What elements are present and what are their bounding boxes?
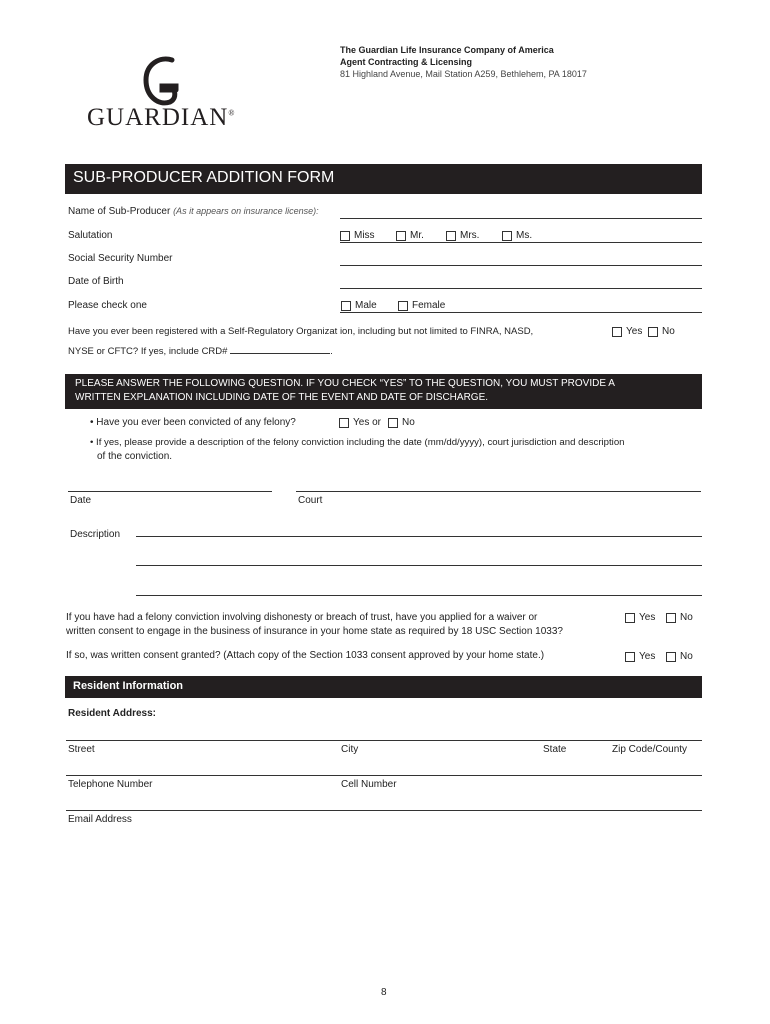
court-label: Court [298, 495, 323, 506]
salutation-mr[interactable]: Mr. [396, 230, 424, 241]
crd-field[interactable] [230, 344, 330, 354]
checkbox-icon [446, 231, 456, 241]
phone-field[interactable] [66, 775, 702, 776]
guardian-logo-icon [138, 54, 182, 110]
consent-yes[interactable]: Yes [625, 651, 655, 662]
sro-yes[interactable]: Yes [612, 326, 642, 337]
checkbox-icon [625, 613, 635, 623]
court-field[interactable] [296, 491, 701, 492]
checkbox-icon [388, 418, 398, 428]
ssn-label: Social Security Number [68, 253, 173, 264]
sro-question-line2: NYSE or CFTC? If yes, include CRD# . [68, 346, 333, 357]
consent-no[interactable]: No [666, 651, 693, 662]
ssn-field[interactable] [340, 265, 702, 266]
salutation-underline [340, 242, 702, 243]
company-name: The Guardian Life Insurance Company of America [340, 45, 554, 55]
description-label: Description [70, 529, 121, 540]
waiver-question-line2: written consent to engage in the business of insurance in your home state as required by 18 USC Section 1033? [66, 626, 563, 637]
logo-text: GUARDIAN [87, 104, 229, 131]
resident-banner-title: Resident Information [73, 680, 184, 692]
checkbox-icon [625, 652, 635, 662]
gender-male[interactable]: Male [341, 300, 377, 311]
telephone-label: Telephone Number [68, 779, 153, 790]
logo-registered: ® [228, 108, 236, 118]
checkbox-icon [340, 231, 350, 241]
date-field[interactable] [68, 491, 272, 492]
felony-banner [65, 374, 702, 409]
department-name: Agent Contracting & Licensing [340, 57, 473, 67]
name-hint: (As it appears on insurance license): [173, 206, 319, 216]
form-title: SUB-PRODUCER ADDITION FORM [73, 169, 335, 186]
resident-banner [65, 676, 702, 698]
gender-female[interactable]: Female [398, 300, 445, 311]
checkbox-icon [341, 301, 351, 311]
checkbox-icon [666, 652, 676, 662]
checkbox-icon [612, 327, 622, 337]
checkbox-icon [398, 301, 408, 311]
description-line-3[interactable] [136, 595, 702, 596]
waiver-question-line1: If you have had a felony conviction involving dishonesty or breach of trust, have you applied for a waiver or [66, 612, 538, 623]
felony-no[interactable]: No [388, 417, 415, 428]
felony-banner-line2: WRITTEN EXPLANATION INCLUDING DATE OF THE EVENT AND DATE OF DISCHARGE. [75, 392, 489, 403]
felony-question: • Have you ever been convicted of any felony? [90, 417, 296, 428]
sro-question-line1: Have you ever been registered with a Self-Regulatory Organizat ion, including but not limited to FINRA, NASD, [68, 326, 534, 337]
waiver-no[interactable]: No [666, 612, 693, 623]
salutation-label: Salutation [68, 230, 113, 241]
waiver-yes[interactable]: Yes [625, 612, 655, 623]
state-label: State [543, 744, 567, 755]
felony-yes[interactable]: Yes or [339, 417, 381, 428]
company-address: 81 Highland Avenue, Mail Station A259, Bethlehem, PA 18017 [340, 69, 587, 79]
dob-field[interactable] [340, 288, 702, 289]
address-field[interactable] [66, 740, 702, 741]
email-label: Email Address [68, 814, 132, 825]
gender-label: Please check one [68, 300, 147, 311]
salutation-mrs[interactable]: Mrs. [446, 230, 479, 241]
felony-banner-line1: PLEASE ANSWER THE FOLLOWING QUESTION. IF YOU CHECK “YES” TO THE QUESTION, YOU MUST PROVIDE A [75, 378, 615, 389]
city-label: City [341, 744, 359, 755]
dob-label: Date of Birth [68, 276, 124, 287]
zip-label: Zip Code/County [612, 744, 688, 755]
consent-question: If so, was written consent granted? (Attach copy of the Section 1033 consent approved by your home state.) [66, 650, 545, 661]
guardian-wordmark [87, 104, 235, 132]
felony-details-line1: • If yes, please provide a description of the felony conviction including the date (mm/dd/yyyy), court jurisdiction and description [90, 437, 625, 448]
checkbox-icon [339, 418, 349, 428]
street-label: Street [68, 744, 95, 755]
date-label: Date [70, 495, 92, 506]
checkbox-icon [502, 231, 512, 241]
name-label: Name of Sub-Producer (As it appears on insurance license): [68, 206, 319, 217]
page-number: 8 [381, 987, 387, 998]
description-line-1[interactable] [136, 536, 702, 537]
resident-address-label: Resident Address: [68, 708, 156, 719]
form-title-bar [65, 164, 702, 194]
checkbox-icon [666, 613, 676, 623]
gender-underline [340, 312, 702, 313]
cell-label: Cell Number [341, 779, 397, 790]
name-field[interactable] [340, 218, 702, 219]
email-field[interactable] [66, 810, 702, 811]
description-line-2[interactable] [136, 565, 702, 566]
sro-no[interactable]: No [648, 326, 675, 337]
felony-details-line2: of the conviction. [97, 451, 173, 462]
salutation-ms[interactable]: Ms. [502, 230, 532, 241]
letterhead [340, 44, 587, 80]
salutation-miss[interactable]: Miss [340, 230, 375, 241]
checkbox-icon [648, 327, 658, 337]
checkbox-icon [396, 231, 406, 241]
